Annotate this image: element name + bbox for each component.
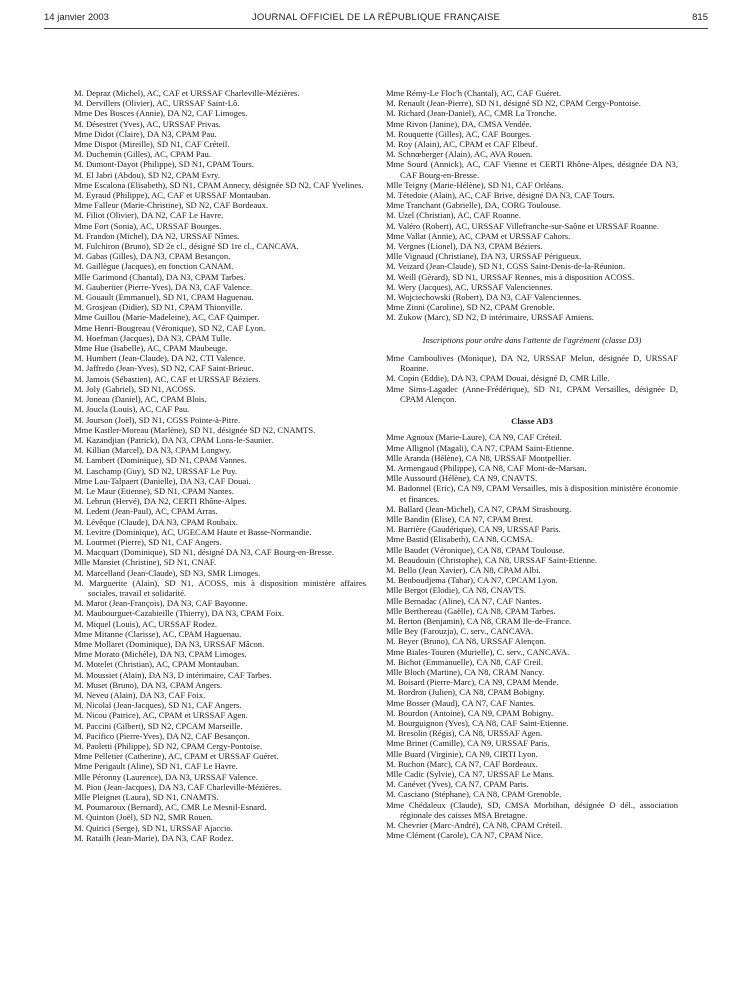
list-item: Mme Bastid (Elisabeth), CA N8, CCMSA. <box>386 534 534 545</box>
list-item: Mme Camboulives (Monique), DA N2, URSSAF Melun, désignée D, URSSAF Roanne. <box>386 353 678 374</box>
list-item: Mlle Berthereau (Gaëlle), CA N8, CPAM Tarbes. <box>386 605 556 616</box>
list-item: M. Poumaroux (Bernard), AC, CMR Le Mesnil-Esnard. <box>74 802 267 813</box>
list-item: M. Armengaud (Philippe), CA N8, CAF Mont-de-Marsan. <box>386 462 587 473</box>
list-item: M. Pion (Jean-Jacques), DA N3, CAF Charleville-Mézières. <box>74 781 282 792</box>
list-item: M. Grosjean (Didier), SD N1, CPAM Thionville. <box>74 302 243 313</box>
list-item: M. Hoefman (Jacques), DA N3, CPAM Tulle. <box>74 332 232 343</box>
list-item: Mme Mitanne (Clarisse), AC, CPAM Haguenau. <box>74 628 242 639</box>
list-item: Mlle Pleignet (Laura), SD N1, CNAMTS. <box>74 792 219 803</box>
list-item: M. Nicou (Patrice), AC, CPAM et URSSAF Agen. <box>74 710 248 721</box>
list-item: M. Renault (Jean-Pierre), SD N1, désigné SD N2, CPAM Cergy-Pontoise. <box>386 98 641 109</box>
list-item: M. Lebrun (Hervé), DA N2, CERTI Rhône-Alpes. <box>74 496 247 507</box>
list-item: Mme Sourd (Annick), AC, CAF Vienne et CERTI Rhône-Alpes, désignée DA N3, CAF Bourg-en-Bresse. <box>386 159 678 180</box>
list-item: Mlle Bey (Farouzja), C. serv., CANCAVA. <box>386 626 534 637</box>
list-item: Mme Clément (Carole), CA N7, CPAM Nice. <box>386 830 543 841</box>
list-item: M. Marot (Jean-François), DA N3, CAF Bayonne. <box>74 598 248 609</box>
list-item: M. Motelet (Christian), AC, CPAM Montauban. <box>74 659 240 670</box>
list-item: M. Lévêque (Claude), DA N3, CPAM Roubaix. <box>74 516 238 527</box>
list-item: Mlle Teigny (Marie-Hélène), SD N1, CAF Orléans. <box>386 179 564 190</box>
list-item: Mme Zinni (Caroline), SD N2, CPAM Grenoble. <box>386 302 555 313</box>
list-item: M. Filiot (Olivier), DA N2, CAF Le Havre. <box>74 210 224 221</box>
list-item: M. Berton (Benjamin), CA N8, CRAM Ile-de-France. <box>386 615 572 626</box>
list-item: Mme Pelletier (Catherine), AC, CPAM et URSSAF Guéret. <box>74 751 279 762</box>
list-item: Mme Kastler-Moreau (Marlène), SD N1, désignée SD N2, CNAMTS. <box>74 424 316 435</box>
list-item: Mlle Mansiet (Christine), SD N1, CNAF. <box>74 557 217 568</box>
list-item: M. Vergnes (Lionel), DA N3, CPAM Béziers. <box>386 241 543 252</box>
list-item: M. Tétedoie (Alain), AC, CAF Brive, désigné DA N3, CAF Tours. <box>386 190 615 201</box>
list-item: Mlle Aussourd (Hélène), CA N9, CNAVTS. <box>386 473 538 484</box>
list-item: M. Le Maur (Etienne), SD N1, CPAM Nantes. <box>74 485 234 496</box>
list-item: M. Levitre (Dominique), AC, UGECAM Haute et Basse-Normandie. <box>74 526 312 537</box>
list-item: Mlle Bandin (Elise), CA N7, CPAM Brest. <box>386 513 533 524</box>
list-item: M. Jaffredo (Jean-Yves), SD N2, CAF Saint-Brieuc. <box>74 363 254 374</box>
list-item: M. Bourdon (Antoine), CA N9, CPAM Bobigny. <box>386 707 554 718</box>
list-item: Mlle Cadic (Sylvie), CA N7, URSSAF Le Mans. <box>386 769 555 779</box>
list-item: M. Laschamp (Guy), SD N2, URSSAF Le Puy. <box>74 465 237 476</box>
list-item: Mme Biales-Touren (Murielle), C. serv., CANCAVA. <box>386 646 570 657</box>
list-item: Mme Hue (Isabelle), AC, CPAM Maubeuge. <box>74 343 228 354</box>
list-item: Mme Guillou (Marie-Madeleine), AC, CAF Quimper. <box>74 312 260 323</box>
list-item: Mme Fort (Sonia), AC, URSSAF Bourges. <box>74 220 222 231</box>
list-item: M. Ledent (Jean-Paul), AC, CPAM Arras. <box>74 506 218 517</box>
page-header <box>44 12 708 29</box>
classe-ad3-heading: Classe AD3 <box>511 416 553 427</box>
list-item: M. Gaillègue (Jacques), en fonction CANAM. <box>74 261 234 272</box>
list-item: M. Beyer (Bruno), CA N8, URSSAF Alençon. <box>386 636 546 647</box>
list-item: Mme Bosser (Maud), CA N7, CAF Nantes. <box>386 697 536 708</box>
list-item: M. Frandon (Michel), DA N2, URSSAF Nîmes. <box>74 230 240 241</box>
list-item: M. Ratailh (Jean-Marie), DA N3, CAF Rodez. <box>74 832 234 843</box>
list-item: Mme Vallat (Annie), AC, CPAM et URSSAF Cahors. <box>386 230 571 241</box>
list-item: Mme Rivon (Janine), DA, CMSA Vendée. <box>386 118 532 129</box>
list-item: M. Joneau (Daniel), AC, CPAM Blois. <box>74 394 207 405</box>
list-item: M. Jamois (Sébastien), AC, CAF et URSSAF Béziers. <box>74 373 261 384</box>
list-item: M. Nicolaï (Jean-Jacques), SD N1, CAF Angers. <box>74 700 242 711</box>
inscriptions-section-title: Inscriptions pour ordre dans l'attente de l'agrément (classe D3) <box>422 334 642 345</box>
header-page-number: 815 <box>692 12 708 23</box>
list-item: M. Killian (Marcel), DA N3, CPAM Longwy. <box>74 445 232 456</box>
list-item: M. Weill (Gérard), SD N1, URSSAF Rennes, mis à disposition ACOSS. <box>386 271 635 282</box>
list-item: M. Moussiet (Alain), DA N3, D intérimaire, CAF Tarbes. <box>74 669 272 680</box>
list-item: M. Dervillers (Olivier), AC, URSSAF Saint-Lô. <box>74 98 240 109</box>
list-item: Mlle Buard (Virginie), CA N9, CIRTI Lyon. <box>386 748 538 759</box>
list-item: M. Bello (Jean Xavier), CA N8, CPAM Albi. <box>386 564 541 575</box>
list-item: M. Schnœberger (Alain), AC, AVA Rouen. <box>386 149 533 160</box>
list-item: Mlle Bernadac (Aline), CA N7, CAF Nantes. <box>386 595 542 606</box>
list-item: M. Jourson (Joël), SD N1, CGSS Pointe-à-Pitre. <box>74 414 241 425</box>
list-item: M. Uzel (Christian), AC, CAF Roanne. <box>386 210 521 221</box>
list-item: Mme Morato (Michèle), DA N3, CPAM Limoges. <box>74 649 247 660</box>
list-item: M. Neveu (Alain), DA N3, CAF Foix. <box>74 689 206 700</box>
list-item: M. Bourguignon (Yves), CA N8, CAF Saint-Etienne. <box>386 717 569 728</box>
list-item: Mlle Aranda (Hélène), CA N8, URSSAF Montpellier. <box>386 452 571 463</box>
list-item: M. Fulchiron (Bruno), SD 2e cl., désigné SD 1re cl., CANCAVA. <box>74 241 299 252</box>
list-item: Mlle Bloch (Martine), CA N8, CRAM Nancy. <box>386 666 545 677</box>
list-item: M. Benboudjema (Tahar), CA N7, CPCAM Lyon. <box>386 575 558 586</box>
list-item: Mme Des Bosces (Annie), DA N2, CAF Limoges. <box>74 108 248 119</box>
list-item: M. Roy (Alain), AC, CPAM et CAF Elbeuf. <box>386 139 538 150</box>
list-item: M. Valéro (Robert), AC, URSSAF Villefranche-sur-Saône et URSSAF Roanne. <box>386 220 660 231</box>
list-item: M. Pacifico (Pierre-Yves), DA N2, CAF Besançon. <box>74 730 250 741</box>
list-item: M. Chevrier (Marc-André), CA N8, CPAM Créteil. <box>386 820 563 831</box>
list-item: Mlle Baudet (Véronique), CA N8, CPAM Toulouse. <box>386 544 565 555</box>
classe-ad3-list <box>386 432 678 840</box>
list-item: M. Barrière (Gaudérique), CA N9, URSSAF Paris. <box>386 524 561 535</box>
list-item: M. Dumont-Dayot (Philippe), SD N1, CPAM Tours. <box>74 159 254 170</box>
list-item: M. Miquel (Louis), AC, URSSAF Rodez. <box>74 618 218 629</box>
list-item: M. Rouquette (Gilles), AC, CAF Bourges. <box>386 128 532 139</box>
list-item: M. Gaubertier (Pierre-Yves), DA N3, CAF Valence. <box>74 281 252 292</box>
list-item: M. Muset (Bruno), DA N3, CPAM Angers. <box>74 679 223 690</box>
list-item: M. Wojciechowski (Robert), DA N3, CAF Valenciennes. <box>386 292 582 303</box>
list-item: Mme Tranchant (Gabrielle), DA, CORG Toulouse. <box>386 200 561 211</box>
list-item: M. Bordron (Julien), CA N8, CPAM Bobigny. <box>386 687 545 698</box>
list-item: Mme Chédaleux (Claude), SD, CMSA Morbihan, désignée D dél., association régionale des caisses MSA Bretagne. <box>386 799 678 820</box>
list-item: Mme Agnoux (Marie-Laure), CA N9, CAF Créteil. <box>386 432 562 443</box>
list-item: Mlle Péronny (Laurence), DA N3, URSSAF Valence. <box>74 771 258 782</box>
list-item: Mme Rémy-Le Floc'h (Chantal), AC, CAF Guéret. <box>386 88 562 98</box>
list-item: M. Lambert (Dominique), SD N1, CPAM Vannes. <box>74 455 247 466</box>
left-column <box>74 88 366 843</box>
right-list <box>386 88 678 323</box>
list-item: M. Lourmet (Pierre), SD N1, CAF Angers. <box>74 536 222 547</box>
list-item: M. Gouault (Emmanuel), SD N1, CPAM Haguenau. <box>74 292 254 303</box>
right-column <box>386 88 678 840</box>
list-item: M. Marcelland (Jean-Claude), SD N3, SMR Limoges. <box>74 567 261 578</box>
list-item: Mme Falleur (Marie-Christine), SD N2, CAF Bordeaux. <box>74 200 269 211</box>
list-item: M. Richard (Jean-Daniel), AC, CMR La Tronche. <box>386 108 557 119</box>
header-date: 14 janvier 2003 <box>44 12 109 23</box>
list-item: M. Badonnel (Eric), CA N9, CPAM Versailles, mis à disposition ministère économie et finances. <box>386 483 678 504</box>
list-item: M. El Jabri (Abdou), SD N2, CPAM Evry. <box>74 169 220 180</box>
list-item: M. Quinton (Joël), SD N2, SMR Rouen. <box>74 812 213 823</box>
list-item: M. Marguerite (Alain), SD N1, ACOSS, mis à disposition ministère affaires sociales, travail et solidarité. <box>74 577 366 598</box>
list-item: M. Macquart (Dominique), SD N1, désigné DA N3, CAF Bourg-en-Bresse. <box>74 547 335 558</box>
list-item: Mme Lau-Talpaert (Danielle), DA N3, CAF Douai. <box>74 475 251 486</box>
list-item: M. Duchemin (Gilles), AC, CPAM Pau. <box>74 149 211 160</box>
list-item: M. Gabas (Gilles), DA N3, CPAM Besançon. <box>74 251 231 262</box>
list-item: M. Joucla (Louis), AC, CAF Pau. <box>74 404 190 415</box>
list-item: Mme Allignol (Magali), CA N7, CPAM Saint-Etienne. <box>386 442 575 453</box>
list-item: M. Bresolin (Régis), CA N8, URSSAF Agen. <box>386 728 543 739</box>
list-item: M. Canévet (Yves), CA N7, CPAM Paris. <box>386 779 529 790</box>
list-item: M. Kazandjian (Patrick), DA N3, CPAM Lons-le-Saunier. <box>74 434 274 445</box>
list-item: M. Bichot (Emmanuelle), CA N8, CAF Creil. <box>386 656 544 667</box>
list-item: Mme Brinet (Camille), CA N9, URSSAF Paris. <box>386 738 550 749</box>
list-item: Mme Sims-Lagadec (Anne-Frédérique), SD N1, CPAM Versailles, désignée D, CPAM Alençon. <box>386 383 678 404</box>
list-item: M. Joly (Gabriel), SD N1, ACOSS. <box>74 383 196 394</box>
list-item: M. Copin (Eddie), DA N3, CPAM Douai, désigné D, CMR Lille. <box>386 373 610 384</box>
list-item: M. Eyraud (Philippe), AC, CAF et URSSAF Montauban. <box>74 190 271 201</box>
list-item: M. Paoletti (Philippe), SD N2, CPAM Cergy-Pontoise. <box>74 741 263 751</box>
list-item: M. Casciano (Stéphane), CA N8, CPAM Grenoble. <box>386 789 562 800</box>
list-item: M. Zukow (Marc), SD N2, D intérimaire, URSSAF Amiens. <box>386 312 594 323</box>
list-item: Mme Dispot (Mireille), SD N1, CAF Créteil. <box>74 139 230 150</box>
list-item: Mme Escalona (Elisabeth), SD N1, CPAM Annecy, désignée SD N2, CAF Yvelines. <box>74 179 364 190</box>
list-item: M. Beaudouin (Christophe), CA N8, URSSAF Saint-Etienne. <box>386 554 598 565</box>
list-item: M. Quirici (Serge), SD N1, URSSAF Ajaccio. <box>74 822 233 833</box>
list-item: Mlle Bergot (Elodie), CA N8, CNAVTS. <box>386 585 527 596</box>
header-journal-title: JOURNAL OFFICIEL DE LA RÉPUBLIQUE FRANÇAISE <box>251 12 501 23</box>
list-item: M. Buchon (Marc), CA N7, CAF Bordeaux. <box>386 758 538 769</box>
list-item: M. Veizard (Jean-Claude), SD N1, CGSS Saint-Denis-de-la-Réunion. <box>386 261 625 272</box>
list-item: Mlle Vignaud (Christiane), DA N3, URSSAF Périgueux. <box>386 251 582 262</box>
list-item: Mme Perigault (Aline), SD N1, CAF Le Havre. <box>74 761 238 772</box>
list-item: Mme Henri-Bougreau (Véronique), SD N2, CAF Lyon. <box>74 322 266 333</box>
list-item: M. Paccini (Gilbert), SD N2, CPCAM Marseille. <box>74 720 243 731</box>
list-item: M. Boisard (Pierre-Marc), CA N9, CPAM Mende. <box>386 677 559 688</box>
list-item: M. Wery (Jacques), AC, URSSAF Valenciennes. <box>386 281 553 292</box>
list-item: M. Maubourguet-Cazabieille (Thierry), DA N3, CPAM Foix. <box>74 608 285 619</box>
list-item: M. Désestret (Yves), AC, URSSAF Privas. <box>74 118 221 129</box>
list-item: Mme Didot (Claire), DA N3, CPAM Pau. <box>74 128 217 139</box>
list-item: M. Depraz (Michel), AC, CAF et URSSAF Charleville-Mézières. <box>74 88 300 98</box>
list-item: Mlle Garimond (Chantal), DA N3, CPAM Tarbes. <box>74 271 246 282</box>
list-item: M. Ballard (Jean-Michel), CA N7, CPAM Strasbourg. <box>386 503 572 514</box>
list-item: M. Humbert (Jean-Claude), DA N2, CTI Valence. <box>74 353 246 364</box>
inscriptions-list <box>386 353 678 404</box>
list-item: Mme Mollaret (Dominique), DA N3, URSSAF Mâcon. <box>74 638 265 649</box>
